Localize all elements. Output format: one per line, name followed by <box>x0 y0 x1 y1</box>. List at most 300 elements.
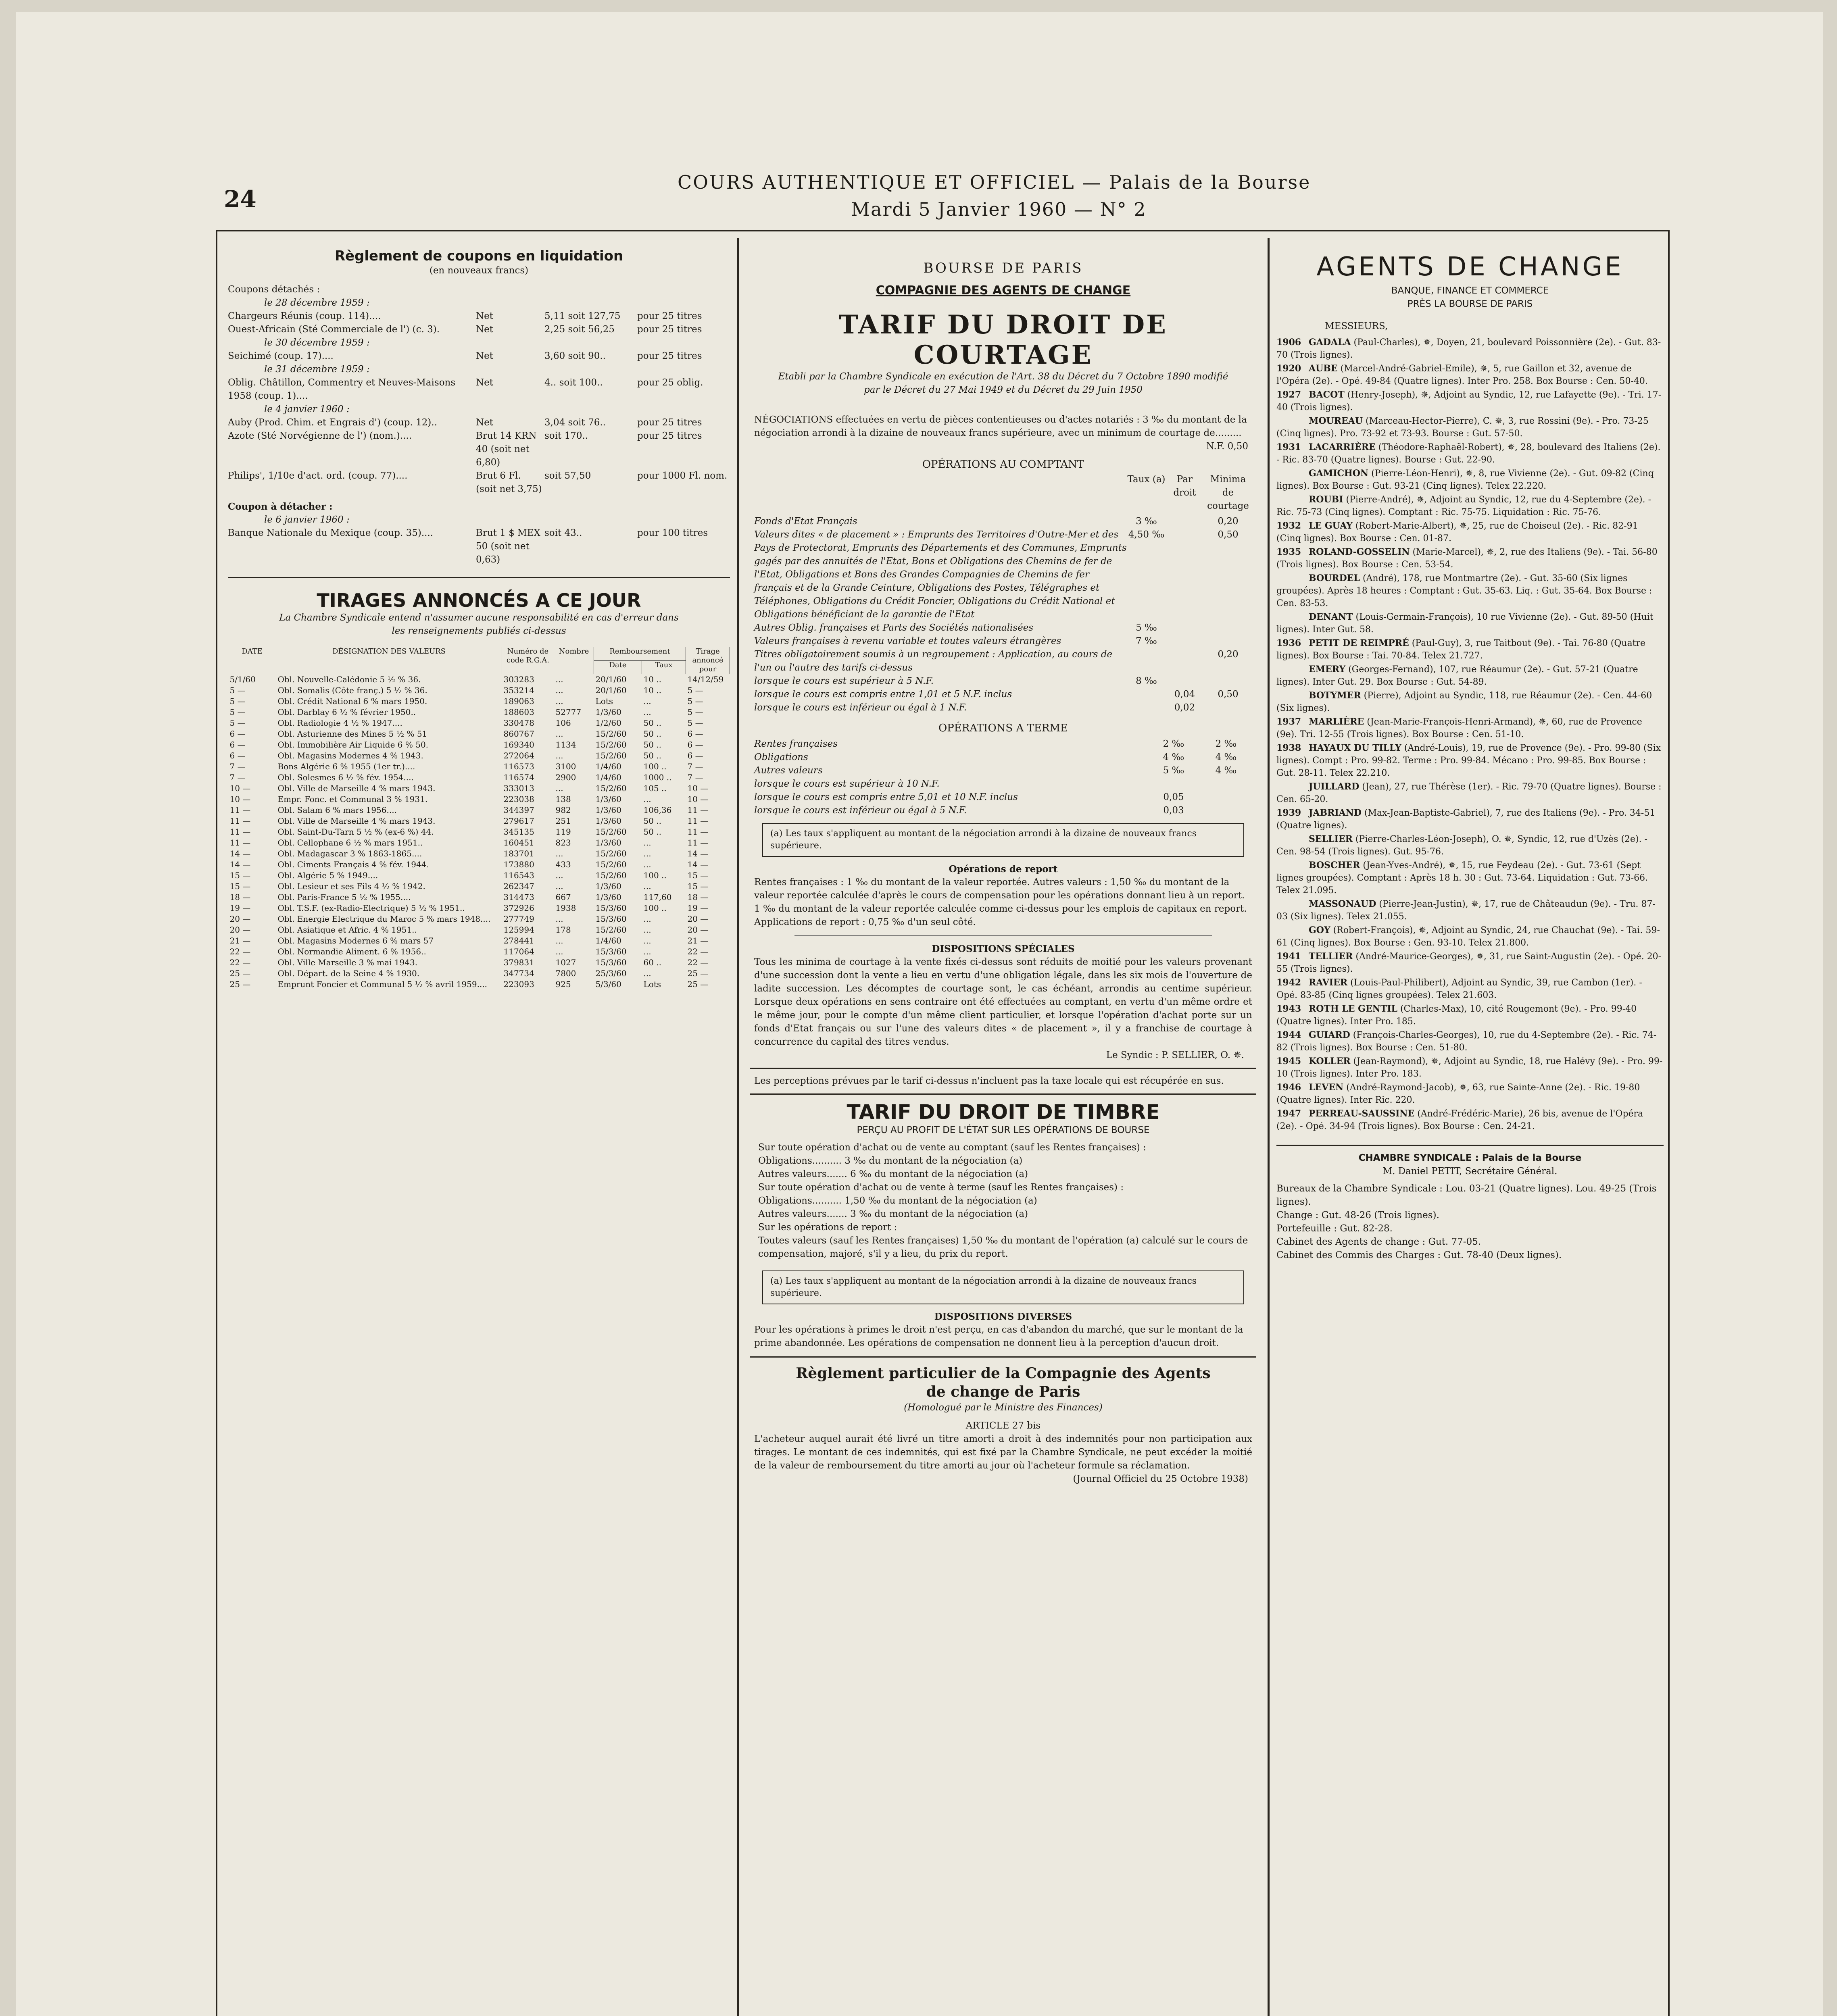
negociations-text: NÉGOCIATIONS effectuées en vertu de pièces contentieuses ou d'actes notariés : 3 ‰ du montant de la négociation arrondi à la dizaine de nouveaux francs supérieure, avec un minimum de courtage de......... <box>754 414 1247 438</box>
table-cell: ... <box>643 860 651 869</box>
table-cell: 14 — <box>687 860 709 869</box>
agent-entry <box>1276 898 1664 923</box>
col-nombre: Nombre <box>554 647 594 674</box>
table-row <box>228 848 730 859</box>
table-cell: 1/4/60 <box>595 762 621 771</box>
coupon-amount: soit 170.. <box>544 431 588 441</box>
table-row <box>228 696 730 707</box>
table-cell: 100 .. <box>643 762 667 771</box>
table-cell: Obl. Madagascar 3 % 1863-1865.... <box>277 849 422 858</box>
agent-year: 1932 <box>1276 521 1301 531</box>
table-cell: 119 <box>555 827 571 837</box>
reglement-title: Règlement particulier de la Compagnie des Agents de change de Paris <box>796 1365 1211 1400</box>
table-cell: 188603 <box>503 707 534 717</box>
agent-year: 1943 <box>1276 1004 1301 1014</box>
coupon-name: Chargeurs Réunis (coup. 114).... <box>228 311 381 321</box>
table-cell: 925 <box>555 979 571 989</box>
comptant-row <box>754 515 1252 528</box>
bureau-line: Portefeuille : Gut. 82-28. <box>1276 1223 1393 1234</box>
table-cell: ... <box>643 794 651 804</box>
coupons-to-detach-label: Coupon à détacher : <box>228 501 333 512</box>
right-column <box>1276 236 1664 2016</box>
agent-details: (Pierre-Léon-Henri), ✵, 8, rue Vivienne (2e). - Gut. 09-82 (Cinq lignes). Box Bourse : Gut. 93-21 (Cinq lignes). Telex 22.220. <box>1276 469 1654 491</box>
agent-details: (Théodore-Raphaël-Robert), ✵, 28, boulevard des Italiens (2e). - Ric. 83-70 (Quatre lignes). Bourse : Gut. 22-90. <box>1276 442 1661 465</box>
table-cell: ... <box>555 696 563 706</box>
agent-details: (Paul-Charles), ✵, Doyen, 21, boulevard Poissonnière (2e). - Gut. 83-70 (Trois lignes). <box>1276 337 1661 360</box>
table-cell: 7 — <box>229 762 246 771</box>
table-cell: 1027 <box>555 958 576 967</box>
agents-list <box>1276 336 1664 1133</box>
table-cell: 21 — <box>229 936 251 946</box>
agent-name: MASSONAUD <box>1309 899 1376 909</box>
tirages-title: TIRAGES ANNONCÉS A CE JOUR <box>317 589 641 611</box>
agent-details: (André-Louis), 19, rue de Provence (9e). - Pro. 99-80 (Six lignes). Compt : Pro. 99-82. Terme : Pro. 99-84. Mécano : Pro. 99-85. Box Bourse : Gut. 28-11. Telex 22.210. <box>1276 743 1661 778</box>
agent-entry <box>1276 950 1664 975</box>
terme-label: Obligations <box>754 752 808 762</box>
coupon-date-line: le 30 décembre 1959 : <box>264 337 370 348</box>
table-cell: 116573 <box>503 762 534 771</box>
table-row <box>228 750 730 761</box>
agent-details: (Max-Jean-Baptiste-Gabriel), 7, rue des Italiens (9e). - Pro. 34-51 (Quatre lignes). <box>1276 808 1656 831</box>
table-row <box>228 914 730 925</box>
col-date: DATE <box>228 647 276 674</box>
table-cell: ... <box>555 947 563 956</box>
table-cell: 314473 <box>503 892 534 902</box>
table-cell: 7 — <box>229 773 246 782</box>
coupon-net: Net <box>476 417 493 428</box>
agent-details: (André), 178, rue Montmartre (2e). - Gut. 35-60 (Six lignes groupées). Après 18 heures : Comptant : Gut. 35-63. Liq. : Gut. 35-64. Box Bourse : Cen. 83-53. <box>1276 573 1652 608</box>
table-cell: 251 <box>555 816 571 826</box>
courtage-established: Etabli par la Chambre Syndicale en exécution de l'Art. 38 du Décret du 7 Octobre 1890 modifié par le Décret du 27 Mai 1949 et du Décret du 29 Juin 1950 <box>778 371 1228 395</box>
agents-title: AGENTS DE CHANGE <box>1316 252 1624 282</box>
table-cell: Empr. Fonc. et Communal 3 % 1931. <box>277 794 428 804</box>
coupons-subtitle: (en nouveaux francs) <box>429 265 529 276</box>
table-cell: 7800 <box>555 968 576 978</box>
table-cell: 5 — <box>687 718 703 728</box>
table-cell: 116574 <box>503 773 534 782</box>
table-cell: 5 — <box>687 696 703 706</box>
article-title: ARTICLE 27 bis <box>965 1420 1041 1431</box>
agent-name: LACARRIÈRE <box>1309 442 1376 452</box>
table-cell: Obl. Asturienne des Mines 5 ½ % 51 <box>277 729 427 739</box>
agent-details: (Georges-Fernand), 107, rue Réaumur (2e). - Gut. 57-21 (Quatre lignes). Inter Gut. 29. Box Bourse : Gut. 54-89. <box>1276 664 1638 687</box>
table-cell: 344397 <box>503 805 534 815</box>
terme-label: lorsque le cours est compris entre 5,01 et 10 N.F. inclus <box>754 792 1018 802</box>
table-row <box>228 707 730 718</box>
comptant-droit: 0,02 <box>1174 702 1195 713</box>
table-row <box>228 957 730 968</box>
table-cell: 1/3/60 <box>595 816 621 826</box>
agent-year: 1939 <box>1276 808 1301 818</box>
table-cell: 11 — <box>687 838 709 848</box>
table-cell: 15 — <box>229 871 251 880</box>
perceptions-note: Les perceptions prévues par le tarif ci-dessus n'incluent pas la taxe locale qui est récupérée en sus. <box>754 1076 1224 1086</box>
coupon-per: pour 25 titres <box>637 351 702 361</box>
table-cell: 10 — <box>687 794 709 804</box>
syndic-signature: Le Syndic : P. SELLIER, O. ✵. <box>1106 1050 1244 1060</box>
comptant-row <box>754 688 1252 701</box>
bureau-line: Change : Gut. 48-26 (Trois lignes). <box>1276 1210 1439 1220</box>
table-row <box>228 729 730 739</box>
agent-entry <box>1276 742 1664 779</box>
agent-year: 1947 <box>1276 1108 1301 1119</box>
bureau-line: Cabinet des Agents de change : Gut. 77-05. <box>1276 1237 1481 1247</box>
comptant-table <box>754 515 1252 714</box>
middle-column <box>746 236 1260 2016</box>
table-cell: ... <box>643 968 651 978</box>
comptant-min <box>1204 701 1252 714</box>
table-cell: Obl. Lesieur et ses Fils 4 ½ % 1942. <box>277 881 425 891</box>
table-cell: 15/2/60 <box>595 860 627 869</box>
terme-row <box>754 804 1252 817</box>
table-cell: 15 — <box>229 881 251 891</box>
agent-year: 1906 <box>1276 337 1301 348</box>
table-cell: 116543 <box>503 871 534 880</box>
table-cell: 11 — <box>229 816 251 826</box>
terme-taux: 0,05 <box>1163 792 1184 802</box>
coupon-name: Philips', 1/10e d'act. ord. (coup. 77).... <box>228 471 408 481</box>
agent-name: DENANT <box>1309 612 1353 622</box>
table-cell: 178 <box>555 925 571 935</box>
table-cell: Obl. Asiatique et Afric. 4 % 1951.. <box>277 925 417 935</box>
table-cell: Obl. Salam 6 % mars 1956.... <box>277 805 397 815</box>
comptant-droit: 0,04 <box>1174 689 1195 700</box>
agent-name: ROUBI <box>1309 494 1343 505</box>
terme-prime <box>1200 804 1252 817</box>
table-cell: 18 — <box>687 892 709 902</box>
table-cell: 106 <box>555 718 571 728</box>
bureaux-list <box>1276 1182 1664 1262</box>
table-cell: 7 — <box>687 762 703 771</box>
table-cell: Obl. Immobilière Air Liquide 6 % 50. <box>277 740 429 750</box>
agent-name: GAMICHON <box>1309 468 1369 479</box>
table-cell: 279617 <box>503 816 534 826</box>
terme-prime: 4 ‰ <box>1215 765 1237 776</box>
agent-entry <box>1276 1029 1664 1054</box>
coupon-per: pour 25 titres <box>637 431 702 441</box>
table-cell: 20/1/60 <box>595 675 627 684</box>
comptant-taux: 3 ‰ <box>1136 516 1157 527</box>
bureau-line: Cabinet des Commis des Charges : Gut. 78-40 (Deux lignes). <box>1276 1250 1562 1260</box>
table-cell: 14/12/59 <box>687 675 724 684</box>
coupon-row <box>228 376 730 403</box>
terme-taux <box>1147 777 1200 791</box>
agent-name: JUILLARD <box>1309 781 1360 792</box>
agent-entry <box>1276 467 1664 492</box>
comptant-droit <box>1166 528 1204 621</box>
terme-table <box>754 737 1252 817</box>
table-cell: ... <box>555 914 563 924</box>
agent-year: 1931 <box>1276 442 1301 452</box>
terme-label: Rentes françaises <box>754 739 838 749</box>
table-cell: 125994 <box>503 925 534 935</box>
table-cell: 15/2/60 <box>595 751 627 760</box>
agent-year: 1938 <box>1276 743 1301 753</box>
table-cell: Obl. Normandie Aliment. 6 % 1956.. <box>277 947 426 956</box>
table-cell: 20 — <box>229 914 251 924</box>
table-cell: 223093 <box>503 979 534 989</box>
table-cell: Obl. Magasins Modernes 6 % mars 57 <box>277 936 434 946</box>
agent-name: BOTYMER <box>1309 690 1361 701</box>
agent-details: (Louis-Paul-Philibert), Adjoint au Syndic, 39, rue Cambon (1er). - Opé. 83-85 (Cinq lignes groupées). Telex 21.603. <box>1276 978 1642 1000</box>
coupon-row <box>228 429 730 469</box>
comptant-min <box>1204 675 1252 688</box>
bureau-line: Bureaux de la Chambre Syndicale : Lou. 03-21 (Quatre lignes). Lou. 49-25 (Trois lignes). <box>1276 1183 1657 1207</box>
terme-title: OPÉRATIONS A TERME <box>938 722 1068 734</box>
agent-entry <box>1276 389 1664 414</box>
table-row <box>228 685 730 696</box>
agent-entry <box>1276 716 1664 741</box>
coupon-row <box>228 416 730 429</box>
agent-year: 1946 <box>1276 1082 1301 1093</box>
comptant-taux: 5 ‰ <box>1136 623 1157 633</box>
table-cell: 667 <box>555 892 571 902</box>
agent-details: (André-Frédéric-Marie), 26 bis, avenue de l'Opéra (2e). - Opé. 34-94 (Trois lignes). Box Bourse : Cen. 24-21. <box>1276 1109 1643 1131</box>
table-cell: 60 .. <box>643 958 662 967</box>
table-cell: 19 — <box>687 903 709 913</box>
table-cell: 169340 <box>503 740 534 750</box>
coupon-net: Brut 1 $ MEX 50 (soit net 0,63) <box>476 528 540 565</box>
table-cell: 10 — <box>687 783 709 793</box>
table-cell: 1/3/60 <box>595 881 621 891</box>
coupon-row <box>228 469 730 496</box>
coupon-amount: 2,25 soit 56,25 <box>544 324 615 335</box>
coupon-amount: 5,11 soit 127,75 <box>544 311 621 321</box>
table-row <box>228 739 730 750</box>
table-cell: Obl. Ville Marseille 3 % mai 1943. <box>277 958 418 967</box>
agent-entry <box>1276 441 1664 466</box>
table-cell: Obl. Radiologie 4 ½ % 1947.... <box>277 718 402 728</box>
table-cell: 330478 <box>503 718 534 728</box>
agent-entry <box>1276 494 1664 519</box>
agent-details: (François-Charles-Georges), 10, rue du 4-Septembre (2e). - Ric. 74-82 (Trois lignes). Box Bourse : Cen. 51-80. <box>1276 1030 1657 1053</box>
table-cell: 15/2/60 <box>595 849 627 858</box>
table-cell: 15/3/60 <box>595 947 627 956</box>
table-row <box>228 881 730 892</box>
journal-ref: (Journal Officiel du 25 Octobre 1938) <box>1073 1474 1248 1484</box>
table-row <box>228 837 730 848</box>
table-cell: Obl. Somalis (Côte franç.) 5 ½ % 36. <box>277 685 427 695</box>
coupon-per: pour 25 titres <box>637 324 702 335</box>
table-cell: 3100 <box>555 762 576 771</box>
table-row <box>228 783 730 794</box>
table-cell: 347734 <box>503 968 534 978</box>
agent-details: (Pierre-André), ✵, Adjoint au Syndic, 12, rue du 4-Septembre (2e). - Ric. 75-73 (Cinq lignes). Comptant : Ric. 75-75. Liquidation : Ric. 75-76. <box>1276 495 1651 517</box>
terme-prime <box>1200 791 1252 804</box>
comptant-min <box>1204 635 1252 648</box>
note-a-box: (a) Les taux s'appliquent au montant de la négociation arrondi à la dizaine de nouveaux francs supérieure. <box>762 823 1244 857</box>
coupon-net: Net <box>476 377 493 388</box>
table-cell: 105 .. <box>643 783 667 793</box>
table-row <box>228 805 730 816</box>
table-row <box>228 816 730 827</box>
table-cell: 10 .. <box>643 675 662 684</box>
table-cell: 5 — <box>687 707 703 717</box>
agent-name: JABRIAND <box>1309 808 1362 818</box>
table-cell: 2900 <box>555 773 576 782</box>
table-row <box>228 761 730 772</box>
column-divider <box>737 238 739 2016</box>
coupon-net: Brut 6 Fl. (soit net 3,75) <box>476 471 542 494</box>
agent-details: (Marcel-André-Gabriel-Emile), ✵, 5, rue Gaillon et 32, avenue de l'Opéra (2e). - Opé. 49-84 (Quatre lignes). Inter Pro. 258. Box Bourse : Cen. 50-40. <box>1276 364 1648 386</box>
table-cell: Obl. Ville de Marseille 4 % mars 1943. <box>277 783 436 793</box>
coupons-detached-label: Coupons détachés : <box>228 284 320 295</box>
table-cell: ... <box>555 675 563 684</box>
agent-entry <box>1276 924 1664 949</box>
table-cell: 15 — <box>687 871 709 880</box>
table-cell: 100 .. <box>643 871 667 880</box>
terme-label: lorsque le cours est inférieur ou égal à 5 N.F. <box>754 805 967 816</box>
terme-taux: 4 ‰ <box>1163 752 1184 762</box>
agent-details: (Pierre-Charles-Léon-Joseph), O. ✵, Syndic, 12, rue d'Uzès (2e). - Cen. 98-54 (Trois lignes). Gut. 95-76. <box>1276 834 1648 857</box>
table-cell: 50 .. <box>643 718 662 728</box>
table-cell: 22 — <box>229 958 251 967</box>
table-cell: Obl. Algérie 5 % 1949.... <box>277 871 378 880</box>
table-row <box>228 772 730 783</box>
agent-details: (Paul-Guy), 3, rue Taitbout (9e). - Tai. 76-80 (Quatre lignes). Box Bourse : Tai. 70-84. Telex 21.727. <box>1276 638 1646 661</box>
table-cell: Emprunt Foncier et Communal 5 ½ % avril 1959.... <box>277 979 488 989</box>
table-cell: 25 — <box>687 979 709 989</box>
table-cell: Obl. Cellophane 6 ½ % mars 1951.. <box>277 838 423 848</box>
terme-label: Autres valeurs <box>754 765 823 776</box>
comptant-droit <box>1166 515 1204 528</box>
agent-entry <box>1276 1055 1664 1080</box>
table-cell: 138 <box>555 794 571 804</box>
table-cell: 15/2/60 <box>595 827 627 837</box>
table-cell: 183701 <box>503 849 534 858</box>
terme-taux: 5 ‰ <box>1163 765 1184 776</box>
agents-subtitle-2: PRÈS LA BOURSE DE PARIS <box>1407 299 1533 309</box>
comptant-taux: 8 ‰ <box>1136 676 1157 686</box>
table-cell: 10 .. <box>643 685 662 695</box>
agent-entry <box>1276 1108 1664 1133</box>
coupon-net: Net <box>476 311 493 321</box>
table-cell: 11 — <box>229 827 251 837</box>
comptant-row <box>754 648 1252 675</box>
table-cell: 6 — <box>687 740 703 750</box>
masthead-title: COURS AUTHENTIQUE ET OFFICIEL — Palais de la Bourse <box>678 171 1311 193</box>
agent-year: 1941 <box>1276 951 1301 962</box>
table-cell: 11 — <box>229 805 251 815</box>
terme-prime: 4 ‰ <box>1215 752 1237 762</box>
agent-name: GUIARD <box>1309 1030 1350 1040</box>
agent-entry <box>1276 362 1664 387</box>
table-cell: ... <box>555 685 563 695</box>
agent-year: 1935 <box>1276 547 1301 557</box>
col-designation: DÉSIGNATION DES VALEURS <box>276 647 502 674</box>
table-row <box>228 827 730 837</box>
table-row <box>228 892 730 903</box>
agent-name: BOSCHER <box>1309 860 1360 871</box>
table-cell: 10 — <box>229 783 251 793</box>
reglement-subtitle: (Homologué par le Ministre des Finances) <box>904 1402 1103 1413</box>
coupon-row <box>228 527 730 566</box>
coupon-net: Brut 14 KRN 40 (soit net 6,80) <box>476 431 537 468</box>
table-cell: 11 — <box>687 816 709 826</box>
table-cell: 303283 <box>503 675 534 684</box>
table-cell: 1000 .. <box>643 773 672 782</box>
agent-name: PETIT DE REIMPRÉ <box>1309 638 1409 648</box>
table-cell: ... <box>643 936 651 946</box>
table-cell: 433 <box>555 860 571 869</box>
coupon-per: pour 25 oblig. <box>637 377 703 388</box>
table-cell: Obl. T.S.F. (ex-Radio-Electrique) 5 ½ % 1951.. <box>277 903 465 913</box>
table-cell: 15/3/60 <box>595 903 627 913</box>
agent-details: (Robert-Marie-Albert), ✵, 25, rue de Choiseul (2e). - Ric. 82-91 (Cinq lignes). Box Bourse : Cen. 01-87. <box>1276 521 1638 544</box>
table-cell: 262347 <box>503 881 534 891</box>
table-cell: 11 — <box>687 805 709 815</box>
comptant-taux <box>1127 648 1166 675</box>
terme-row <box>754 751 1252 764</box>
agent-name: EMERY <box>1309 664 1346 675</box>
table-cell: 223038 <box>503 794 534 804</box>
table-cell: ... <box>643 838 651 848</box>
agent-year: 1944 <box>1276 1030 1301 1040</box>
agent-name: TELLIER <box>1309 951 1353 962</box>
table-cell: ... <box>643 881 651 891</box>
agent-name: ROLAND-GOSSELIN <box>1309 547 1410 557</box>
timbre-line: Autres valeurs....... 3 ‰ du montant de la négociation (a) <box>758 1209 1028 1219</box>
courtage-title: TARIF DU DROIT DE COURTAGE <box>839 310 1168 370</box>
terme-prime: 2 ‰ <box>1215 739 1237 749</box>
agent-name: KOLLER <box>1309 1056 1351 1066</box>
coupon-per: pour 25 titres <box>637 311 702 321</box>
timbre-line: Obligations.......... 1,50 ‰ du montant de la négociation (a) <box>758 1195 1037 1206</box>
coupon-amount: 4.. soit 100.. <box>544 377 603 388</box>
table-cell: ... <box>555 881 563 891</box>
comptant-droit <box>1166 675 1204 688</box>
agent-entry <box>1276 415 1664 440</box>
agent-name: GADALA <box>1309 337 1351 348</box>
note-a-box-2: (a) Les taux s'appliquent au montant de la négociation arrondi à la dizaine de nouveaux francs supérieure. <box>762 1270 1244 1304</box>
agent-entry <box>1276 520 1664 545</box>
table-row <box>228 925 730 935</box>
table-cell: Obl. Départ. de la Seine 4 % 1930. <box>277 968 420 978</box>
coupon-per: pour 1000 Fl. nom. <box>637 471 728 481</box>
table-cell: 14 — <box>687 849 709 858</box>
coupons-title: Règlement de coupons en liquidation <box>334 248 623 264</box>
table-cell: Lots <box>595 696 613 706</box>
terme-row <box>754 737 1252 751</box>
agent-name: MARLIÈRE <box>1309 716 1364 727</box>
comptant-row <box>754 621 1252 635</box>
tirages-subtitle: La Chambre Syndicale entend n'assumer aucune responsabilité en cas d'erreur dans les renseignements publiés ci-dessus <box>279 612 679 636</box>
table-cell: 50 .. <box>643 816 662 826</box>
table-cell: ... <box>643 849 651 858</box>
table-row <box>228 859 730 870</box>
table-cell: 15/2/60 <box>595 783 627 793</box>
table-cell: Obl. Ciments Français 4 % fév. 1944. <box>277 860 429 869</box>
table-cell: 50 .. <box>643 827 662 837</box>
table-cell: ... <box>643 914 651 924</box>
comptant-taux <box>1127 688 1166 701</box>
coupon-net: Net <box>476 324 493 335</box>
table-cell: Obl. Paris-France 5 ½ % 1955.... <box>277 892 411 902</box>
agent-name: AUBE <box>1309 363 1338 374</box>
chambre-secretary: M. Daniel PETIT, Secrétaire Général. <box>1382 1166 1558 1177</box>
agent-year: 1927 <box>1276 389 1301 400</box>
terme-label: lorsque le cours est supérieur à 10 N.F. <box>754 779 940 789</box>
page <box>16 12 1823 2016</box>
coupons-table-2 <box>228 513 730 566</box>
table-cell: 5 — <box>229 707 246 717</box>
table-cell: 14 — <box>229 849 251 858</box>
table-cell: 345135 <box>503 827 534 837</box>
table-cell: 1/4/60 <box>595 773 621 782</box>
table-cell: 372926 <box>503 903 534 913</box>
agent-name: BOURDEL <box>1309 573 1360 583</box>
table-cell: 15/2/60 <box>595 871 627 880</box>
